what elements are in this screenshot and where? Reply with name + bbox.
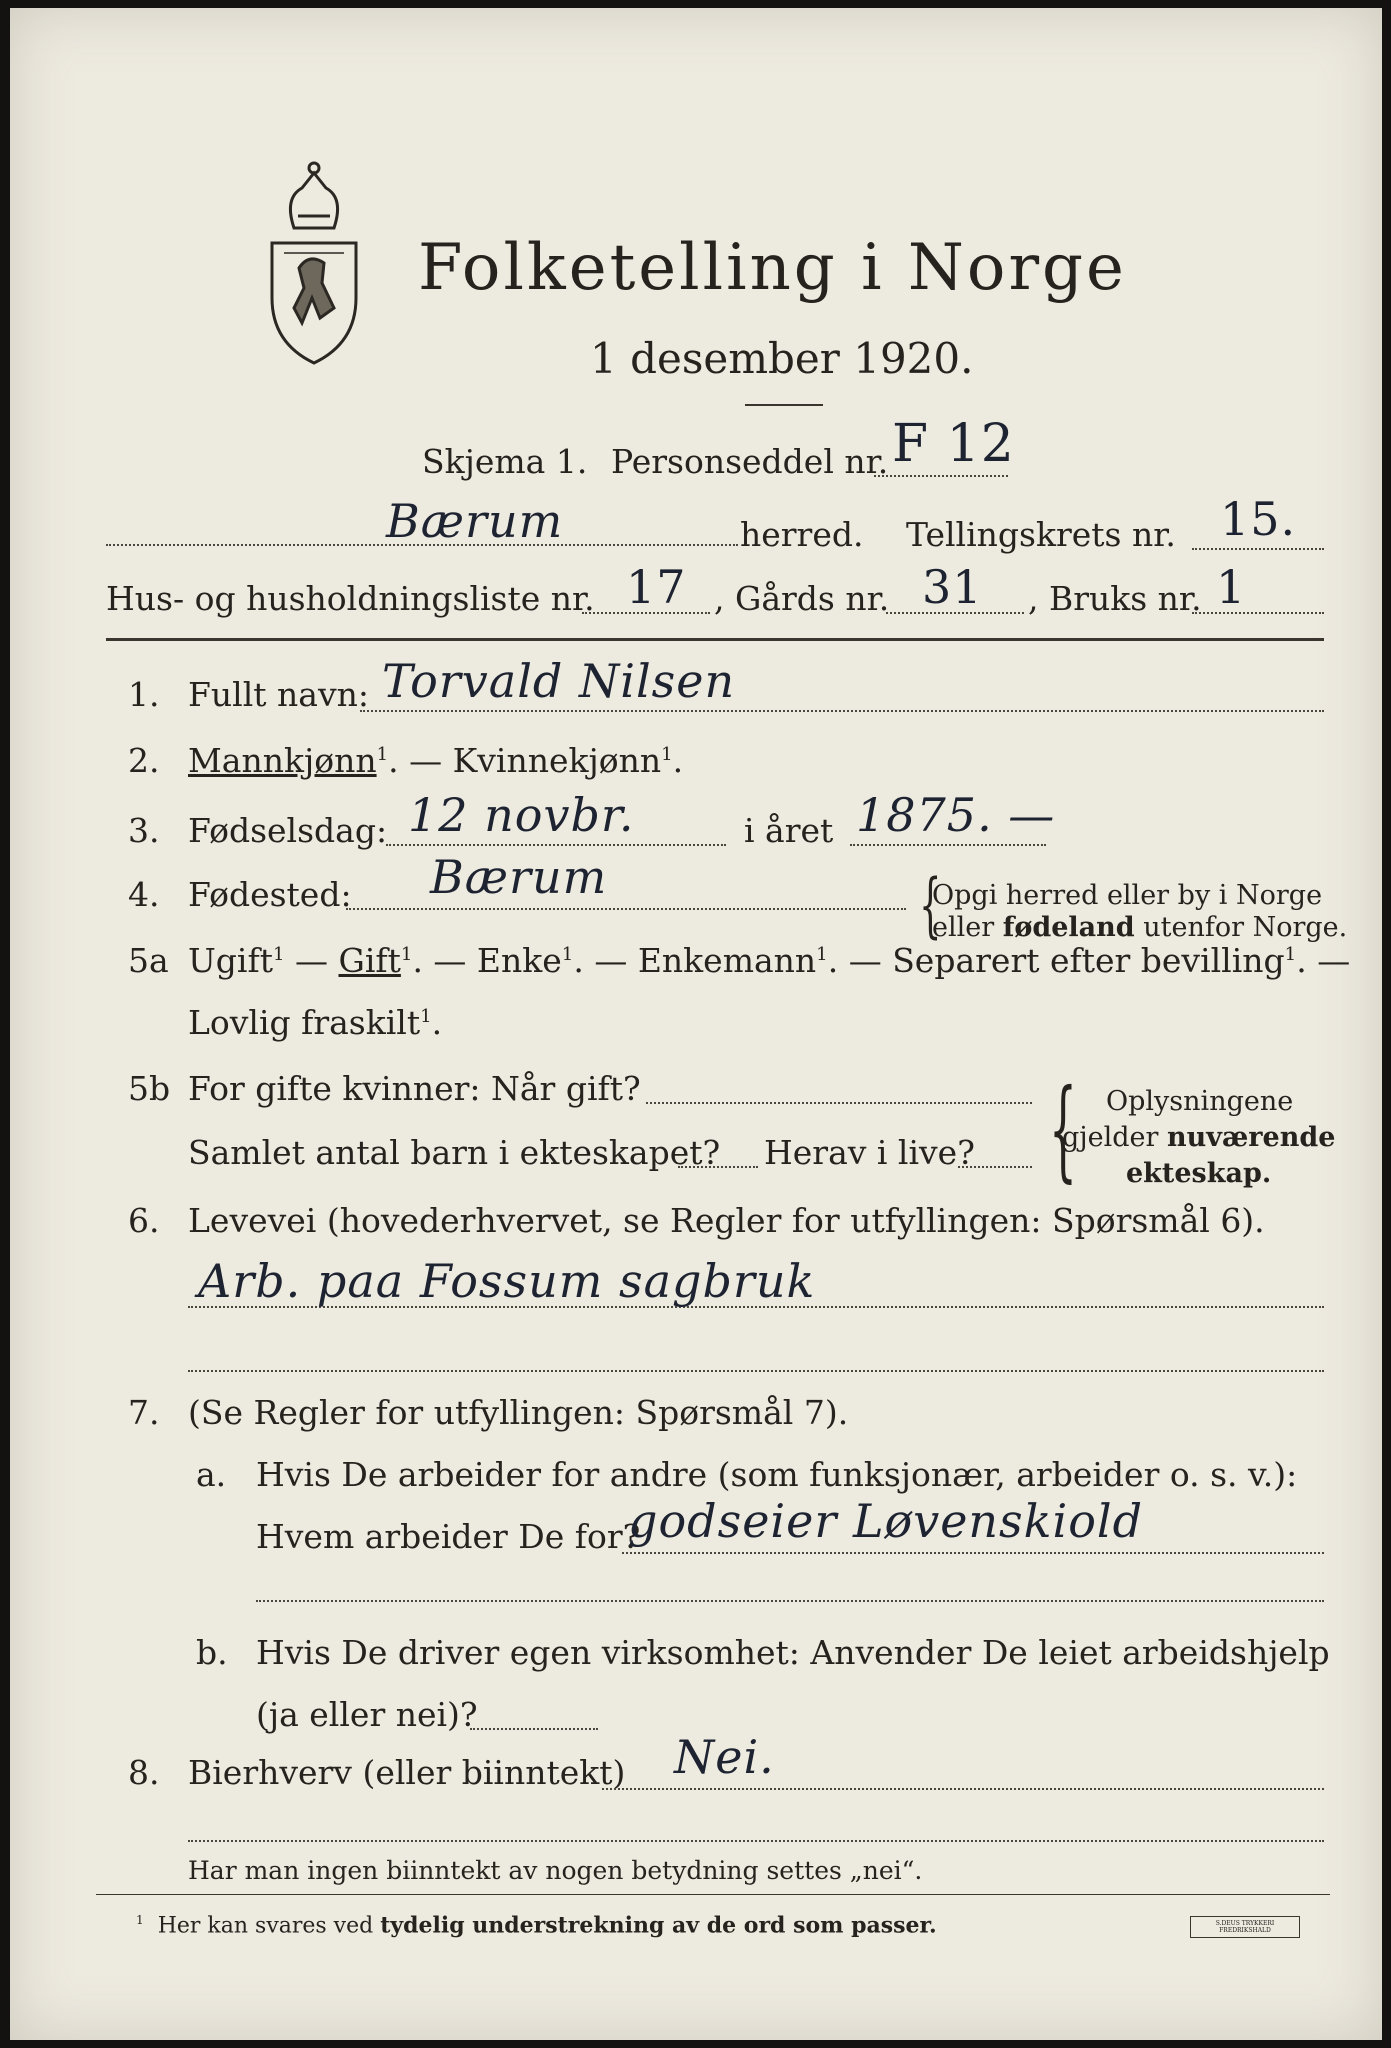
q8-line-extra	[188, 1840, 1324, 1842]
q7a-line	[622, 1552, 1324, 1554]
q4-value: Bærum	[430, 850, 608, 904]
herred-label: herred.	[740, 515, 864, 554]
q8-value: Nei.	[674, 1730, 775, 1784]
q1-num: 1.	[128, 675, 160, 714]
q7a-letter: a.	[196, 1455, 227, 1494]
bruks-value: 1	[1216, 560, 1247, 614]
q5b-note-3: ekteskap.	[1126, 1158, 1272, 1189]
q5a-num: 5a	[128, 941, 169, 980]
personseddel-value: F 12	[892, 414, 1015, 474]
header-divider	[745, 404, 823, 406]
footnote: $^1$ Her kan svares ved tydelig understrekning av de ord som passer.	[136, 1912, 937, 1939]
coat-of-arms-icon	[254, 158, 374, 368]
q5b-line-2: Samlet antal barn i ekteskapet?	[188, 1133, 721, 1172]
q2-options: Mannkjønn$^1$. — Kvinnekjønn$^1$.	[188, 741, 684, 780]
q3-label: Fødselsdag:	[188, 811, 388, 850]
q5b-note-1: Oplysningene	[1106, 1086, 1294, 1117]
q7a-line-extra	[256, 1600, 1324, 1602]
q5b-num: 5b	[128, 1069, 171, 1108]
q7b-line-2: (ja eller nei)?	[256, 1695, 478, 1734]
personseddel-line	[874, 475, 1008, 477]
q6-line-2	[188, 1370, 1324, 1372]
footer-note: Har man ingen biinntekt av nogen betydning settes „nei“.	[188, 1856, 923, 1885]
q5a-gift: Gift	[338, 941, 401, 980]
q3-num: 3.	[128, 811, 160, 850]
tellingskrets-line	[1192, 548, 1324, 550]
q5b-note-2: gjelder nuværende	[1062, 1122, 1336, 1153]
q7-num: 7.	[128, 1393, 160, 1432]
q2-kvinne: Kvinnekjønn	[452, 741, 662, 780]
bruks-line	[1192, 612, 1324, 614]
q3-aaret-line	[850, 844, 1046, 846]
q3-line	[386, 844, 726, 846]
q2-mann: Mannkjønn	[188, 741, 377, 780]
q7a-value: godseier Løvenskiold	[628, 1494, 1144, 1548]
q6-label: Levevei (hovederhvervet, se Regler for utfyllingen: Spørsmål 6).	[188, 1201, 1265, 1240]
tellingskrets-label: Tellingskrets nr.	[906, 515, 1176, 554]
q5b-herav: Herav i live?	[764, 1133, 975, 1172]
gards-label: , Gårds nr.	[714, 579, 890, 618]
q5b-brace: {	[1049, 1065, 1077, 1193]
q4-line	[346, 908, 906, 910]
q5b-line-2-dots	[678, 1166, 758, 1168]
q1-line	[360, 710, 1324, 712]
personseddel-label: Personseddel nr.	[611, 442, 889, 481]
q7a-line-2: Hvem arbeider De for?	[256, 1517, 641, 1556]
section-divider	[106, 638, 1324, 641]
q7b-letter: b.	[196, 1633, 228, 1672]
q8-line	[602, 1788, 1324, 1790]
hus-value: 17	[626, 560, 687, 614]
q7-label: (Se Regler for utfyllingen: Spørsmål 7).	[188, 1393, 849, 1432]
q2-num: 2.	[128, 741, 160, 780]
q3-aaret-label: i året	[744, 811, 834, 850]
hus-label: Hus- og husholdningsliste nr.	[106, 579, 595, 618]
q3-aaret-value: 1875. —	[856, 788, 1056, 842]
printer-mark: S.DEUS TRYKKERI FREDRIKSHALD	[1190, 1916, 1300, 1938]
q5a-lovlig: Lovlig fraskilt$^1$.	[188, 1003, 443, 1042]
q6-value: Arb. paa Fossum sagbruk	[198, 1254, 816, 1308]
q4-note-1: Opgi herred eller by i Norge	[932, 880, 1323, 911]
schema-label: Skjema 1.	[422, 442, 588, 481]
q1-value: Torvald Nilsen	[382, 654, 736, 708]
q4-brace: {	[919, 864, 942, 946]
q4-num: 4.	[128, 875, 160, 914]
q4-label: Fødested:	[188, 875, 352, 914]
q7b-line-1: Hvis De driver egen virksomhet: Anvender De leiet arbeidshjelp	[256, 1633, 1330, 1672]
q5a-options: Ugift$^1$ — Gift$^1$. — Enke$^1$. — Enkemann$^1$. — Separert efter bevilling$^1$. —	[188, 941, 1351, 980]
herred-value: Bærum	[386, 494, 564, 548]
q7a-line-1: Hvis De arbeider for andre (som funksjonær, arbeider o. s. v.):	[256, 1455, 1298, 1494]
form-title: Folketelling i Norge	[418, 231, 1127, 305]
census-date: 1 desember 1920.	[590, 334, 974, 383]
q3-value: 12 novbr.	[408, 788, 635, 842]
bruks-label: , Bruks nr.	[1028, 579, 1202, 618]
q7b-line	[470, 1728, 598, 1730]
q6-num: 6.	[128, 1201, 160, 1240]
census-form	[10, 8, 1382, 2040]
q1-label: Fullt navn:	[188, 675, 369, 714]
tellingskrets-value: 15.	[1220, 492, 1297, 546]
gards-value: 31	[922, 560, 983, 614]
q8-num: 8.	[128, 1753, 160, 1792]
q5b-line-1: For gifte kvinner: Når gift?	[188, 1069, 641, 1108]
q5b-line-1-dots	[646, 1102, 1032, 1104]
q5b-herav-dots	[958, 1166, 1032, 1168]
footer-divider	[96, 1894, 1330, 1895]
q8-label: Bierhverv (eller biinntekt)	[188, 1753, 626, 1792]
q4-note-2: eller fødeland utenfor Norge.	[932, 912, 1348, 943]
